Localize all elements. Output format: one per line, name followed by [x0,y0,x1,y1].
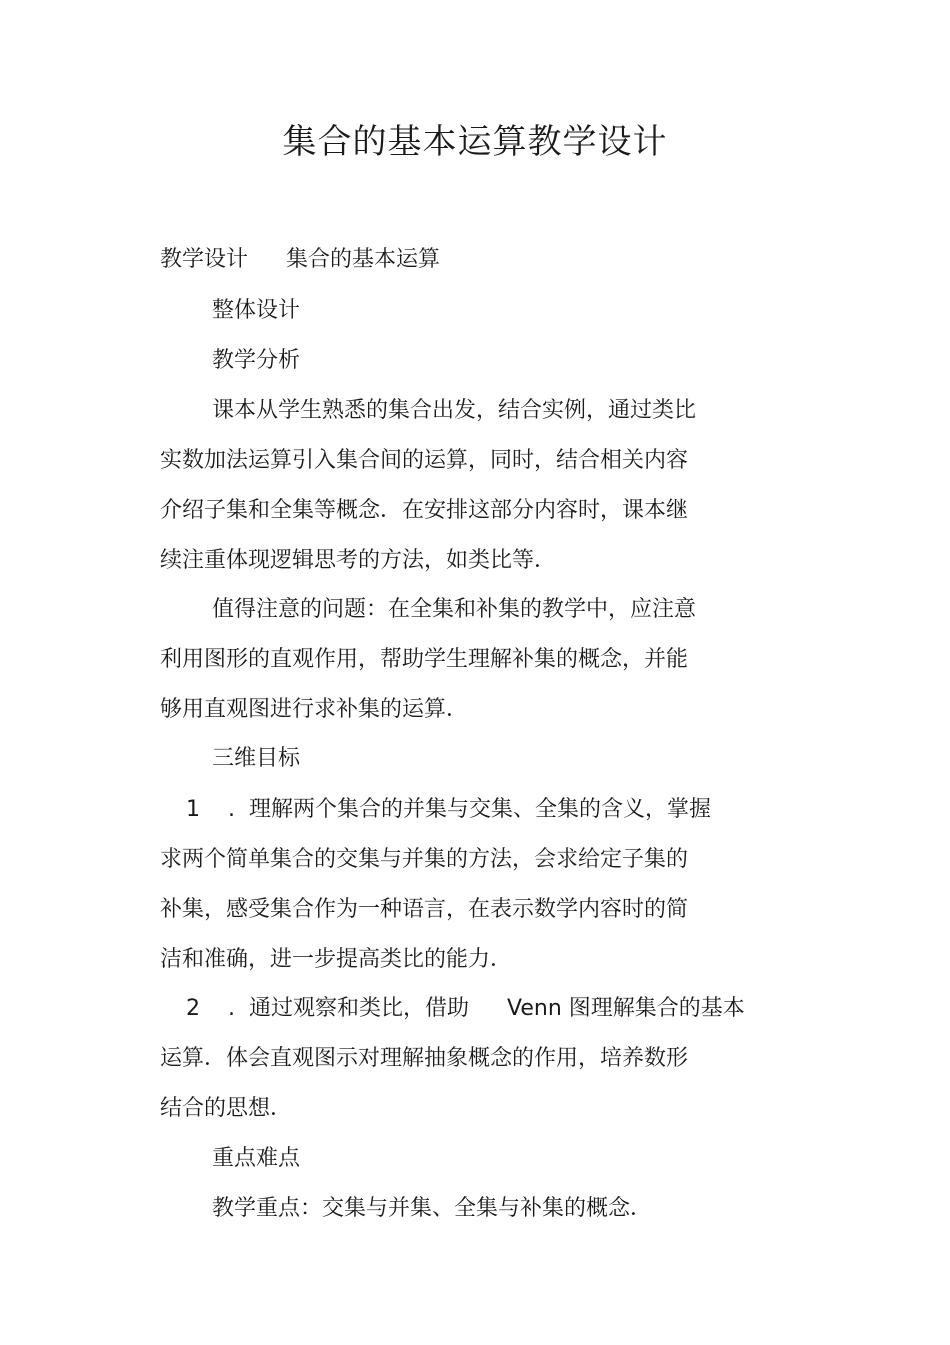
goal2-line-1 [186,994,745,1024]
goal2-text-b: Venn 图理解集合的基本 [507,996,745,1021]
goal2-line-2: 运算．体会直观图示对理解抽象概念的作用，培养数形 [160,1046,689,1071]
para2-line-1: 值得注意的问题：在全集和补集的教学中，应注意 [212,597,697,622]
goal2-dot: . [228,996,235,1021]
key-point: 教学重点：交集与并集、全集与补集的概念． [212,1196,653,1221]
para2-line-3: 够用直观图进行求补集的运算． [160,697,469,722]
para1-line-4: 续注重体现逻辑思考的方法，如类比等． [160,548,557,573]
section-overall: 整体设计 [212,298,301,323]
heading-line [160,245,440,275]
document-title: 集合的基本运算教学设计 [282,122,668,162]
goal1-dot: . [228,797,235,822]
goal2-line-3: 结合的思想． [160,1096,293,1121]
goal1-line-4: 洁和准确，进一步提高类比的能力． [160,947,513,972]
goal1-line-2: 求两个简单集合的交集与并集的方法，会求给定子集的 [160,847,689,872]
goal1-line-3: 补集，感受集合作为一种语言，在表示数学内容时的简 [160,897,689,922]
section-analysis: 教学分析 [212,348,301,373]
section-goals: 三维目标 [212,746,301,771]
para1-line-3: 介绍子集和全集等概念．在安排这部分内容时，课本继 [160,498,689,523]
goal1-line-1 [186,795,711,825]
heading-right: 集合的基本运算 [286,247,441,272]
goal1-text: 理解两个集合的并集与交集、全集的含义，掌握 [249,797,712,822]
goal2-number: 2 [186,996,200,1021]
para2-line-2: 利用图形的直观作用，帮助学生理解补集的概念，并能 [160,647,689,672]
heading-left: 教学设计 [160,247,249,272]
goal1-number: 1 [186,797,200,822]
goal2-text-a: 通过观察和类比，借助 [249,996,470,1021]
para1-line-2: 实数加法运算引入集合间的运算，同时，结合相关内容 [160,448,689,473]
para1-line-1: 课本从学生熟悉的集合出发，结合实例，通过类比 [212,398,697,423]
section-key: 重点难点 [212,1146,301,1171]
